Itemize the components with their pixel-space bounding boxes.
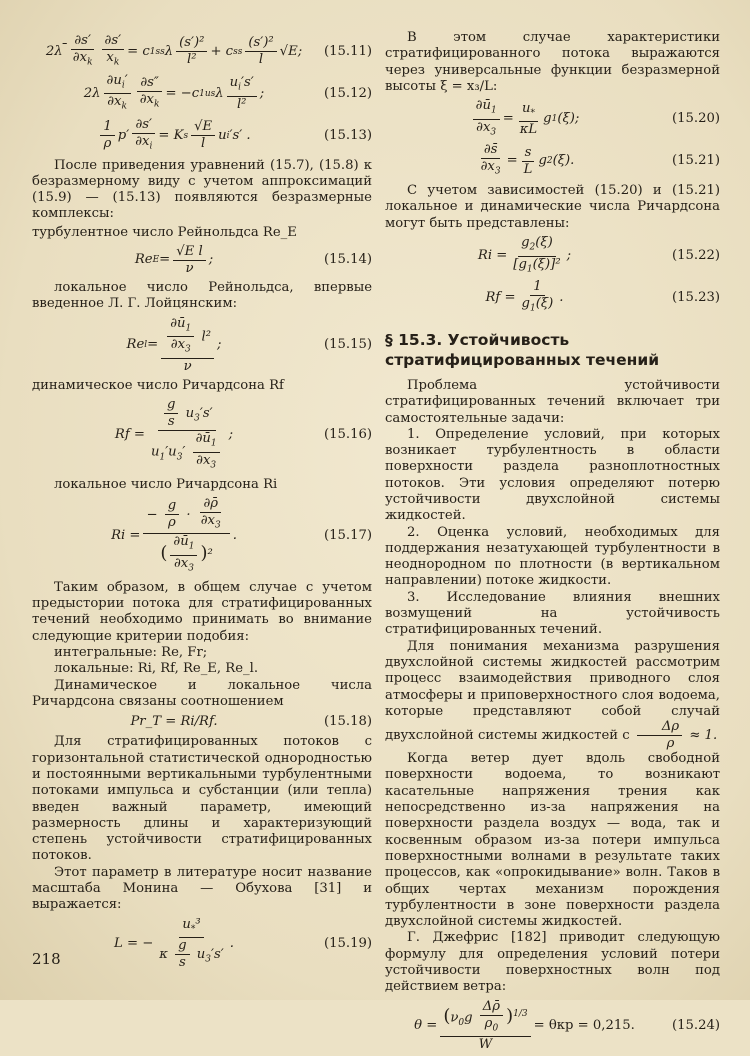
left-column — [32, 30, 372, 974]
equation-15-11: 2λ $\frac{\partial s'}{\partial x_k}$ $\frac{\partial s'}{x_k}$ = c 1ss λ $\frac{\text{(s′)²}}{\text{l²}}$ + c ss $\frac{\text{(s′)²}}{l}$ √E; (15.11) — [45, 33, 372, 68]
paragraph-text: Для понимания механизма разрушения двухслойной системы жидкостей рассмотрим процесс взаимодействия приводного слоя атмосферы и приповерхностного слоя водоема, которые представляют собой случай двухслойной системы жидкостей с — [385, 638, 720, 744]
equation-number: (15.11) — [323, 43, 372, 59]
equation-number: (15.16) — [323, 427, 372, 443]
equation-number: (15.19) — [323, 935, 372, 951]
equation-number: (15.17) — [323, 528, 372, 544]
equation-15-13: $\frac{1}{\rho}$ p′ $\frac{\partial s'}{\partial x_i}$ = K s $\frac{√E}{l}$ u i ′s′ . (15.13) — [32, 118, 372, 154]
equation-15-23: Rf = $\frac{1}{g_1(\xi)}$ . (15.23) — [485, 279, 720, 314]
label-text: динамическое число Ричардсона Rf — [32, 377, 284, 393]
equation-15-12: 2λ $\frac{\partial u_i'}{\partial x_k}$ $\frac{\partial s''}{\partial x_k}$ = −c 1us λ $\frac{u_i's'}{\text{l²}}$ ; (15.12) — [83, 72, 372, 112]
list-item: 3. Исследование влияния внешних возмущений на устойчивость стратифицированных течений. — [385, 589, 720, 638]
equation-number: (15.15) — [323, 337, 372, 353]
equation-text: = θкр = 0,215. — [533, 1017, 635, 1033]
equation-15-21: $\frac{\partial s̄}{\partial x_3}$ = $\frac{s}{L}$ g 2 (ξ). (15.21) — [480, 142, 720, 178]
paragraph: Для понимания механизма разрушения двухслойной системы жидкостей рассмотрим процесс взаимодействия приводного слоя атмосферы и приповерхностного слоя водоема, которые представляют собой случай двухслойной системы жидкостей с $\frac{\Delta\rho}{\rho}$ ≈ 1. — [385, 638, 720, 752]
right-column — [385, 30, 720, 1056]
equation-15-22: Ri = $\frac{g_2(\xi)}{[g_1(\xi)]^2}$ ; (15.22) — [477, 235, 720, 275]
equation-number: (15.14) — [323, 252, 372, 268]
paragraph: Для стратифицированных потоков с горизонтальной статистической однородностью и постоянными вертикальными турбулентными потоками импульса и субстанции (или тепла) введен важный параметр, имеющий размерность длины и характеризующий степень устойчивости стратифицированных потоков. — [32, 734, 372, 864]
equation-number: (15.24) — [671, 1017, 720, 1033]
paragraph: С учетом зависимостей (15.20) и (15.21) локальное и динамические числа Ричардсона могут быть представлены: — [385, 183, 720, 231]
equation-number: (15.13) — [323, 127, 372, 143]
label-text: турбулентное число Рейнольдса Re_E — [32, 224, 297, 240]
equation-15-20: $\frac{\partial ū_1}{\partial x_3}$ = $\frac{u_*}{\kappa L}$ g 1 (ξ); (15.20) — [385, 99, 720, 139]
equation-number: (15.20) — [671, 111, 720, 127]
equation-15-24: θ = ($\nu_0g$ $\frac{\Delta\rhō}{\rho_0}$ )$^{1/3}$ W = θкр = 0,215. (15.24) — [414, 998, 720, 1053]
label-text: локальное число Ричардсона Ri — [54, 476, 278, 492]
equation-number: (15.22) — [671, 247, 720, 263]
equation-15-15: Re l = $\frac{\partial ū_1}{\partial x_3}$ l² ν ; (15.15) — [126, 315, 372, 374]
equation-15-19: L = − $u_*^3$ κ $\frac{g}{s}$ $u_3's'$ . (15.19) — [114, 916, 372, 971]
section-heading: § 15.3. Устойчивость стратифицированных течений — [385, 330, 660, 369]
equation-text: Pr_T = Ri/Rf. — [130, 714, 218, 730]
equation-number: (15.23) — [671, 289, 720, 305]
paragraph: Г. Джефрис [182] приводит следующую формулу для определения условий потери устойчивости поверхностных волн под действием ветра: — [385, 930, 720, 995]
equation-number: (15.21) — [671, 153, 720, 169]
criteria-line: интегральные: Re, Fr; — [54, 644, 208, 660]
equation-15-18 — [32, 714, 372, 730]
equation-15-17: Ri = − $\frac{g}{\rho}$ · $\frac{\partial\rhō}{\partial x_3}$ ( $\frac{\partial ū_1}{\partial x_3}$ )² . (15.17) — [111, 495, 372, 574]
list-item: 2. Оценка условий, необходимых для поддержания незатухающей турбулентности в неоднородном по плотности (в вертикальном направлении) потоке жидкости. — [385, 524, 720, 589]
label-text: локальное число Рейнольдса, впервые введенное Л. Г. Лойцянским: — [32, 280, 372, 312]
paragraph: Когда ветер дует вдоль свободной поверхности водоема, то возникают касательные напряжения трения как непосредственно из-за напряжения на поверхности раздела воздух — вода, так и косвенным образом из-за потери импульса поверхностными волнами в результате таких процессов, как «опрокидывание» волн. Таков в общих чертах механизм порождения турбулентности в зоне поверхности раздела двухслойной системы жидкостей. — [385, 751, 720, 930]
paragraph: Динамическое и локальное числа Ричардсона связаны соотношением — [32, 677, 372, 709]
equation-15-14: Re E = $\frac{\text{√E l}}{\nu}$ ; (15.14) — [134, 244, 372, 277]
equation-number: (15.12) — [323, 85, 372, 101]
paragraph: Этот параметр в литературе носит название масштаба Монина — Обухова [31] и выражается: — [32, 864, 372, 913]
list-item: 1. Определение условий, при которых возникает турбулентность в области поверхности раздела разноплотностных потоков. Эти условия определяют потерю устойчивости двухслойной системы жидкостей. — [385, 426, 720, 524]
equation-number: (15.18) — [323, 714, 372, 730]
paragraph: Проблема устойчивости стратифицированных течений включает три самостоятельные задачи: — [385, 377, 720, 426]
page-number: 218 — [32, 950, 61, 968]
criteria-line: локальные: Ri, Rf, Re_E, Re_l. — [54, 661, 259, 677]
equation-15-16: Rf = $\frac{g}{s}$ $u_3's'$ $u_1'u_3'$ $\frac{\partial ū_1}{\partial x_3}$ ; (15.16) — [114, 397, 372, 471]
paragraph: В этом случае характеристики стратифицированного потока выражаются через универсальные функции безразмерной высоты ξ = x₃/L: — [385, 30, 720, 94]
paragraph: После приведения уравнений (15.7), (15.8) к безразмерному виду с учетом аппроксимаций (15.9) — (15.13) появляются безразмерные комплексы: — [32, 157, 372, 222]
paragraph: Таким образом, в общем случае с учетом предыстории потока для стратифицированных течений необходимо принимать во внимание следующие критерии подобия: — [32, 579, 372, 644]
